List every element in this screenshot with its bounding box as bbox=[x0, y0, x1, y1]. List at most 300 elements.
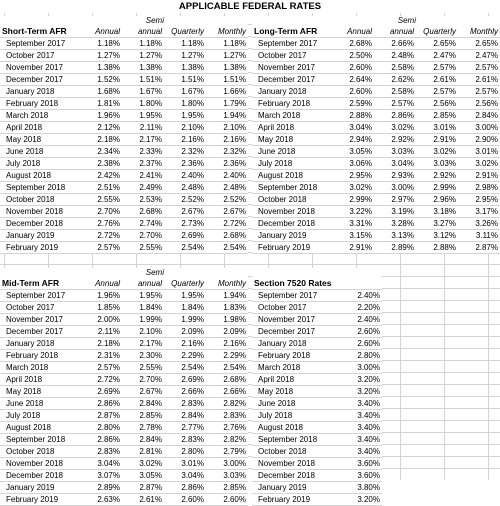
rate-cell: 2.87% bbox=[458, 242, 500, 254]
rate-cell: 1.95% bbox=[164, 110, 206, 122]
rate-cell: 1.81% bbox=[80, 98, 122, 110]
row-date: November 2017 bbox=[252, 314, 339, 326]
rate-cell: 1.98% bbox=[206, 314, 248, 326]
table-row bbox=[0, 242, 248, 254]
rate-cell: 2.95% bbox=[458, 194, 500, 206]
rate-cell: 3.06% bbox=[332, 158, 374, 170]
rate-cell: 2.81% bbox=[122, 446, 164, 458]
row-date: April 2018 bbox=[0, 122, 80, 134]
row-date: October 2018 bbox=[252, 194, 332, 206]
rate-cell: 1.83% bbox=[206, 302, 248, 314]
rate-cell: 2.84% bbox=[122, 434, 164, 446]
mid-term-afr-table bbox=[0, 268, 248, 506]
table-row bbox=[0, 134, 248, 146]
table-row bbox=[0, 74, 248, 86]
short-term-afr-table bbox=[0, 16, 248, 254]
rate-cell: 2.00% bbox=[80, 314, 122, 326]
table-row bbox=[252, 110, 500, 122]
rate-cell: 2.32% bbox=[206, 146, 248, 158]
rate-cell: 2.42% bbox=[80, 170, 122, 182]
rate-cell: 2.37% bbox=[122, 158, 164, 170]
table-row bbox=[252, 134, 500, 146]
col-annual: Annual bbox=[332, 26, 374, 38]
rate-cell: 2.47% bbox=[416, 50, 458, 62]
table-row bbox=[0, 206, 248, 218]
rate-cell: 2.17% bbox=[122, 338, 164, 350]
row-date: December 2017 bbox=[0, 74, 80, 86]
section-7520-table bbox=[252, 268, 382, 506]
row-date: February 2019 bbox=[252, 494, 339, 506]
table-row bbox=[0, 86, 248, 98]
rate-cell: 2.60% bbox=[332, 62, 374, 74]
rate-cell: 1.66% bbox=[206, 86, 248, 98]
rate-cell: 1.68% bbox=[80, 86, 122, 98]
table-row bbox=[0, 194, 248, 206]
rate-cell: 2.80% bbox=[80, 422, 122, 434]
col-semi-annual: annual bbox=[374, 26, 416, 38]
row-date: March 2018 bbox=[0, 362, 80, 374]
table-row bbox=[252, 362, 382, 374]
rate-cell: 2.12% bbox=[80, 122, 122, 134]
table-row bbox=[0, 98, 248, 110]
rate-cell: 1.27% bbox=[164, 50, 206, 62]
rate-cell: 2.55% bbox=[80, 194, 122, 206]
rate-cell: 3.60% bbox=[339, 458, 382, 470]
row-date: February 2018 bbox=[252, 98, 332, 110]
rate-cell: 2.67% bbox=[164, 206, 206, 218]
table-row bbox=[252, 386, 382, 398]
rate-cell: 2.20% bbox=[339, 302, 382, 314]
table-row bbox=[252, 374, 382, 386]
rate-cell: 2.16% bbox=[164, 134, 206, 146]
table-row bbox=[0, 410, 248, 422]
rate-cell: 2.48% bbox=[164, 182, 206, 194]
rate-cell: 2.82% bbox=[206, 434, 248, 446]
table-row bbox=[0, 338, 248, 350]
row-date: July 2018 bbox=[0, 410, 80, 422]
rate-cell: 3.27% bbox=[416, 218, 458, 230]
rate-cell: 2.91% bbox=[458, 170, 500, 182]
row-date: March 2018 bbox=[0, 110, 80, 122]
rate-cell: 2.65% bbox=[416, 38, 458, 50]
rate-cell: 1.51% bbox=[206, 74, 248, 86]
rate-cell: 2.83% bbox=[80, 446, 122, 458]
rate-cell: 2.85% bbox=[206, 482, 248, 494]
row-date: December 2018 bbox=[252, 218, 332, 230]
rate-cell: 1.18% bbox=[80, 38, 122, 50]
table-row bbox=[252, 62, 500, 74]
rate-cell: 2.34% bbox=[80, 146, 122, 158]
rate-cell: 1.27% bbox=[122, 50, 164, 62]
row-date: July 2018 bbox=[252, 410, 339, 422]
rate-cell: 3.00% bbox=[374, 182, 416, 194]
rate-cell: 2.69% bbox=[164, 230, 206, 242]
table-row bbox=[252, 50, 500, 62]
table-row bbox=[0, 122, 248, 134]
rate-cell: 2.10% bbox=[206, 122, 248, 134]
rate-cell: 2.10% bbox=[164, 122, 206, 134]
row-date: September 2018 bbox=[0, 434, 80, 446]
rate-cell: 3.01% bbox=[458, 146, 500, 158]
rate-cell: 3.40% bbox=[339, 398, 382, 410]
rate-cell: 2.80% bbox=[339, 350, 382, 362]
row-date: December 2018 bbox=[252, 470, 339, 482]
rate-cell: 2.67% bbox=[122, 386, 164, 398]
table-row bbox=[252, 458, 382, 470]
rate-cell: 2.10% bbox=[122, 326, 164, 338]
semi-header-prefix: Semi bbox=[397, 16, 416, 25]
table-row bbox=[0, 446, 248, 458]
table-row bbox=[0, 182, 248, 194]
row-date: June 2018 bbox=[0, 146, 80, 158]
rate-cell: 3.20% bbox=[339, 386, 382, 398]
rate-cell: 2.50% bbox=[332, 50, 374, 62]
table-title: Mid-Term AFR bbox=[0, 278, 80, 290]
rate-cell: 1.52% bbox=[80, 74, 122, 86]
table-row bbox=[0, 326, 248, 338]
rate-cell: 1.94% bbox=[206, 110, 248, 122]
table-title: Long-Term AFR bbox=[252, 26, 332, 38]
row-date: August 2018 bbox=[0, 422, 80, 434]
rate-cell: 2.52% bbox=[164, 194, 206, 206]
rate-cell: 2.69% bbox=[164, 374, 206, 386]
table-title: Section 7520 Rates bbox=[252, 278, 382, 290]
rate-cell: 2.18% bbox=[80, 134, 122, 146]
col-semi-annual: annual bbox=[122, 278, 164, 290]
row-date: October 2017 bbox=[252, 302, 339, 314]
rate-cell: 2.61% bbox=[416, 74, 458, 86]
rate-cell: 3.22% bbox=[332, 206, 374, 218]
table-row bbox=[252, 206, 500, 218]
rate-cell: 2.29% bbox=[206, 350, 248, 362]
rate-cell: 3.05% bbox=[122, 470, 164, 482]
rate-cell: 1.84% bbox=[122, 302, 164, 314]
rate-cell: 2.72% bbox=[80, 230, 122, 242]
table-row bbox=[252, 98, 500, 110]
table-row bbox=[252, 158, 500, 170]
col-monthly: Monthly bbox=[206, 26, 248, 38]
rate-cell: 2.55% bbox=[122, 362, 164, 374]
rate-cell: 1.38% bbox=[122, 62, 164, 74]
rate-cell: 3.28% bbox=[374, 218, 416, 230]
table-row bbox=[0, 290, 248, 302]
table-row bbox=[252, 122, 500, 134]
rate-cell: 2.78% bbox=[122, 422, 164, 434]
rate-cell: 2.57% bbox=[80, 242, 122, 254]
rate-cell: 2.41% bbox=[122, 170, 164, 182]
rate-cell: 2.56% bbox=[458, 98, 500, 110]
row-date: May 2018 bbox=[0, 386, 80, 398]
rate-cell: 2.86% bbox=[80, 398, 122, 410]
semi-header-prefix: Semi bbox=[145, 16, 164, 25]
semi-header-prefix: Semi bbox=[145, 268, 164, 277]
rate-cell: 2.52% bbox=[206, 194, 248, 206]
rate-cell: 1.95% bbox=[164, 290, 206, 302]
row-date: April 2018 bbox=[252, 122, 332, 134]
rate-cell: 2.67% bbox=[206, 206, 248, 218]
rate-cell: 2.54% bbox=[164, 242, 206, 254]
table-row bbox=[0, 458, 248, 470]
col-monthly: Monthly bbox=[458, 26, 500, 38]
rate-cell: 3.40% bbox=[339, 410, 382, 422]
rate-cell: 1.96% bbox=[80, 110, 122, 122]
rate-cell: 2.58% bbox=[374, 86, 416, 98]
table-row bbox=[252, 290, 382, 302]
row-date: November 2017 bbox=[0, 62, 80, 74]
row-date: June 2018 bbox=[252, 146, 332, 158]
row-date: October 2018 bbox=[0, 446, 80, 458]
table-row bbox=[252, 38, 500, 50]
rate-cell: 2.09% bbox=[164, 326, 206, 338]
rate-cell: 2.68% bbox=[122, 206, 164, 218]
table-row bbox=[0, 158, 248, 170]
rate-cell: 2.62% bbox=[374, 74, 416, 86]
rate-cell: 2.16% bbox=[206, 338, 248, 350]
rate-cell: 2.66% bbox=[164, 386, 206, 398]
rate-cell: 2.70% bbox=[80, 206, 122, 218]
rate-cell: 2.40% bbox=[206, 170, 248, 182]
rate-cell: 2.92% bbox=[416, 170, 458, 182]
rate-cell: 2.56% bbox=[416, 98, 458, 110]
rate-cell: 2.60% bbox=[206, 494, 248, 506]
table-row bbox=[252, 446, 382, 458]
row-date: February 2019 bbox=[0, 494, 80, 506]
row-date: June 2018 bbox=[0, 398, 80, 410]
rate-cell: 2.60% bbox=[339, 326, 382, 338]
rate-cell: 1.67% bbox=[164, 86, 206, 98]
rate-cell: 1.80% bbox=[122, 98, 164, 110]
rate-cell: 2.86% bbox=[164, 482, 206, 494]
rate-cell: 2.89% bbox=[374, 242, 416, 254]
rate-cell: 2.85% bbox=[416, 110, 458, 122]
rate-cell: 2.74% bbox=[122, 218, 164, 230]
row-date: February 2018 bbox=[0, 350, 80, 362]
rate-cell: 2.90% bbox=[458, 134, 500, 146]
rate-cell: 3.01% bbox=[164, 458, 206, 470]
rate-cell: 3.20% bbox=[339, 494, 382, 506]
rate-cell: 2.57% bbox=[458, 62, 500, 74]
row-date: October 2017 bbox=[0, 302, 80, 314]
rate-cell: 3.12% bbox=[416, 230, 458, 242]
table-row bbox=[0, 302, 248, 314]
table-row bbox=[0, 50, 248, 62]
rate-cell: 2.84% bbox=[458, 110, 500, 122]
rate-cell: 2.73% bbox=[164, 218, 206, 230]
rate-cell: 2.76% bbox=[206, 422, 248, 434]
col-quarterly: Quarterly bbox=[164, 278, 206, 290]
rate-cell: 2.79% bbox=[206, 446, 248, 458]
rate-cell: 3.00% bbox=[458, 122, 500, 134]
row-date: October 2017 bbox=[252, 50, 332, 62]
row-date: November 2018 bbox=[252, 458, 339, 470]
rate-cell: 1.95% bbox=[122, 110, 164, 122]
col-quarterly: Quarterly bbox=[416, 26, 458, 38]
rate-cell: 2.70% bbox=[122, 374, 164, 386]
table-row bbox=[0, 482, 248, 494]
rate-cell: 3.60% bbox=[339, 470, 382, 482]
rate-cell: 1.85% bbox=[80, 302, 122, 314]
table-row bbox=[252, 314, 382, 326]
row-date: January 2019 bbox=[0, 230, 80, 242]
rate-cell: 2.59% bbox=[332, 98, 374, 110]
rate-cell: 2.92% bbox=[374, 134, 416, 146]
rate-cell: 2.16% bbox=[164, 338, 206, 350]
rate-cell: 1.67% bbox=[122, 86, 164, 98]
rate-cell: 2.87% bbox=[80, 410, 122, 422]
rate-cell: 2.32% bbox=[164, 146, 206, 158]
row-date: November 2017 bbox=[252, 62, 332, 74]
rate-cell: 2.65% bbox=[458, 38, 500, 50]
col-quarterly: Quarterly bbox=[164, 26, 206, 38]
rate-cell: 2.66% bbox=[374, 38, 416, 50]
table-row bbox=[0, 218, 248, 230]
rate-cell: 2.98% bbox=[458, 182, 500, 194]
row-date: September 2018 bbox=[0, 182, 80, 194]
rate-cell: 1.95% bbox=[122, 290, 164, 302]
rate-cell: 3.04% bbox=[164, 470, 206, 482]
rate-cell: 2.09% bbox=[206, 326, 248, 338]
row-date: January 2018 bbox=[0, 86, 80, 98]
row-date: November 2018 bbox=[0, 206, 80, 218]
table-row bbox=[252, 218, 500, 230]
row-date: August 2018 bbox=[0, 170, 80, 182]
rate-cell: 2.63% bbox=[80, 494, 122, 506]
rate-cell: 2.58% bbox=[374, 62, 416, 74]
table-row bbox=[0, 170, 248, 182]
rate-cell: 2.30% bbox=[122, 350, 164, 362]
rate-cell: 2.91% bbox=[416, 134, 458, 146]
col-monthly: Monthly bbox=[206, 278, 248, 290]
rate-cell: 1.99% bbox=[164, 314, 206, 326]
rate-cell: 2.68% bbox=[206, 230, 248, 242]
rate-cell: 2.36% bbox=[164, 158, 206, 170]
rate-cell: 1.18% bbox=[122, 38, 164, 50]
row-date: March 2018 bbox=[252, 110, 332, 122]
rate-cell: 2.17% bbox=[122, 134, 164, 146]
rate-cell: 2.93% bbox=[374, 170, 416, 182]
long-term-afr-table bbox=[252, 16, 500, 254]
row-date: July 2018 bbox=[252, 158, 332, 170]
table-row bbox=[252, 410, 382, 422]
rate-cell: 2.55% bbox=[122, 242, 164, 254]
rate-cell: 2.89% bbox=[80, 482, 122, 494]
page-title: APPLICABLE FEDERAL RATES bbox=[0, 0, 500, 13]
rate-cell: 2.84% bbox=[122, 398, 164, 410]
row-date: September 2017 bbox=[252, 290, 339, 302]
rate-cell: 3.40% bbox=[339, 434, 382, 446]
row-date: November 2018 bbox=[0, 458, 80, 470]
row-date: September 2018 bbox=[252, 434, 339, 446]
rate-cell: 2.70% bbox=[122, 230, 164, 242]
table-row bbox=[0, 38, 248, 50]
row-date: February 2019 bbox=[0, 242, 80, 254]
rate-cell: 2.38% bbox=[80, 158, 122, 170]
rate-cell: 1.38% bbox=[164, 62, 206, 74]
row-date: February 2018 bbox=[0, 98, 80, 110]
rate-cell: 3.04% bbox=[332, 122, 374, 134]
table-row bbox=[252, 182, 500, 194]
rate-cell: 3.11% bbox=[458, 230, 500, 242]
rate-cell: 3.19% bbox=[374, 206, 416, 218]
row-date: December 2018 bbox=[0, 470, 80, 482]
rate-cell: 3.15% bbox=[332, 230, 374, 242]
rate-cell: 2.72% bbox=[80, 374, 122, 386]
row-date: January 2019 bbox=[252, 230, 332, 242]
rate-cell: 2.68% bbox=[206, 374, 248, 386]
rate-cell: 2.47% bbox=[458, 50, 500, 62]
row-date: May 2018 bbox=[0, 134, 80, 146]
rate-cell: 2.88% bbox=[332, 110, 374, 122]
rate-cell: 2.60% bbox=[339, 338, 382, 350]
rate-cell: 1.51% bbox=[122, 74, 164, 86]
table-row bbox=[0, 386, 248, 398]
table-row bbox=[0, 494, 248, 506]
table-row bbox=[252, 74, 500, 86]
table-row bbox=[252, 146, 500, 158]
rate-cell: 2.18% bbox=[80, 338, 122, 350]
rate-cell: 2.86% bbox=[80, 434, 122, 446]
row-date: February 2019 bbox=[252, 242, 332, 254]
rate-cell: 3.18% bbox=[416, 206, 458, 218]
table-row bbox=[0, 350, 248, 362]
row-date: October 2017 bbox=[0, 50, 80, 62]
table-row bbox=[0, 434, 248, 446]
rate-cell: 2.54% bbox=[206, 242, 248, 254]
rate-cell: 2.83% bbox=[164, 398, 206, 410]
table-row bbox=[0, 62, 248, 74]
table-row bbox=[0, 314, 248, 326]
row-date: November 2017 bbox=[0, 314, 80, 326]
rate-cell: 2.51% bbox=[80, 182, 122, 194]
rate-cell: 1.99% bbox=[122, 314, 164, 326]
rate-cell: 3.02% bbox=[416, 146, 458, 158]
rate-cell: 3.20% bbox=[339, 374, 382, 386]
row-date: April 2018 bbox=[0, 374, 80, 386]
rate-cell: 1.80% bbox=[164, 98, 206, 110]
row-date: December 2018 bbox=[0, 218, 80, 230]
rate-cell: 1.27% bbox=[80, 50, 122, 62]
row-date: January 2018 bbox=[252, 338, 339, 350]
table-row bbox=[0, 146, 248, 158]
rate-cell: 2.57% bbox=[416, 62, 458, 74]
rate-cell: 2.97% bbox=[374, 194, 416, 206]
rate-cell: 2.54% bbox=[164, 362, 206, 374]
row-date: September 2017 bbox=[0, 38, 80, 50]
rate-cell: 2.40% bbox=[339, 290, 382, 302]
row-date: January 2018 bbox=[252, 86, 332, 98]
rate-cell: 2.53% bbox=[122, 194, 164, 206]
rate-cell: 2.61% bbox=[122, 494, 164, 506]
rate-cell: 3.04% bbox=[374, 158, 416, 170]
rate-cell: 2.60% bbox=[332, 86, 374, 98]
rate-cell: 1.96% bbox=[80, 290, 122, 302]
rate-cell: 1.79% bbox=[206, 98, 248, 110]
rate-cell: 2.77% bbox=[164, 422, 206, 434]
table-row bbox=[252, 434, 382, 446]
rate-cell: 1.27% bbox=[206, 50, 248, 62]
row-date: August 2018 bbox=[252, 170, 332, 182]
row-date: February 2018 bbox=[252, 350, 339, 362]
rate-cell: 3.04% bbox=[80, 458, 122, 470]
table-row bbox=[252, 86, 500, 98]
rate-cell: 2.68% bbox=[332, 38, 374, 50]
rate-cell: 3.03% bbox=[374, 146, 416, 158]
rate-cell: 2.91% bbox=[332, 242, 374, 254]
table-title: Short-Term AFR bbox=[0, 26, 80, 38]
table-row bbox=[252, 422, 382, 434]
row-date: May 2018 bbox=[252, 134, 332, 146]
row-date: January 2018 bbox=[0, 338, 80, 350]
